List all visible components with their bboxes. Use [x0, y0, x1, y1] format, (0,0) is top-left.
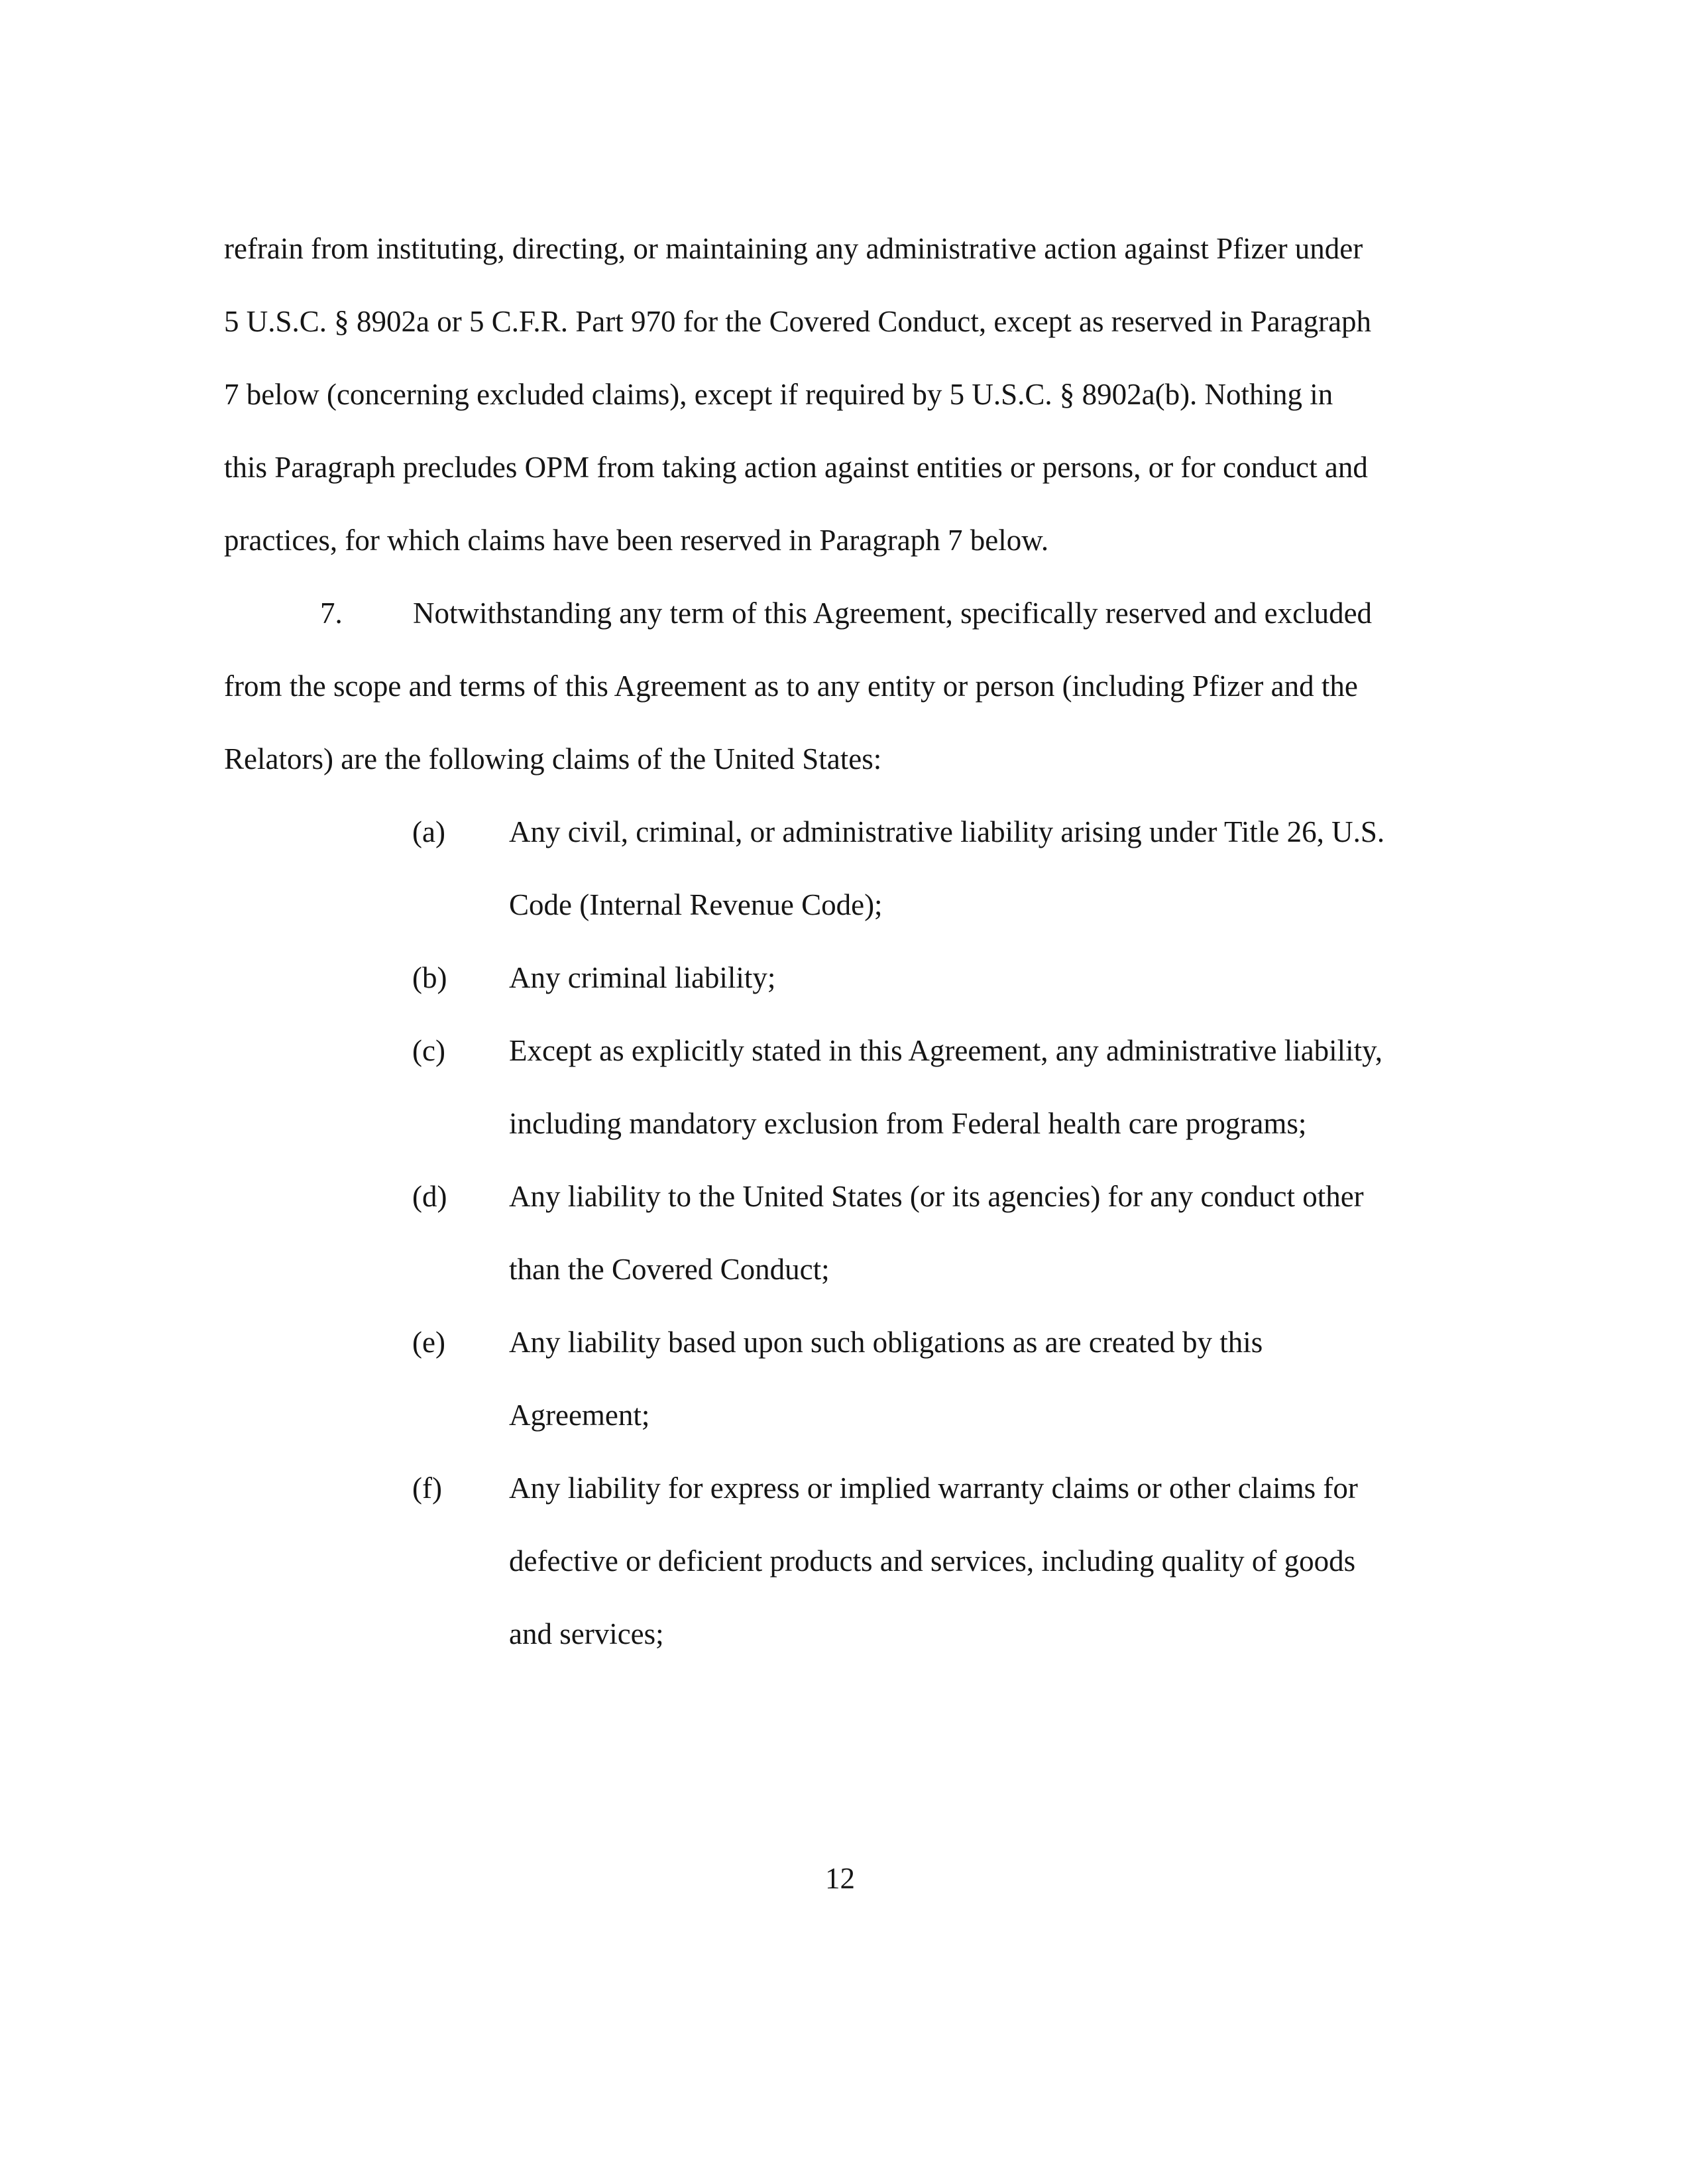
body-text-line: from the scope and terms of this Agreement as to any entity or person (including Pfizer and the [224, 669, 1358, 703]
page-number: 12 [825, 1862, 855, 1895]
list-item-text: Except as explicitly stated in this Agreement, any administrative liability, [509, 1034, 1383, 1067]
list-item-text: Any liability to the United States (or its agencies) for any conduct other [509, 1180, 1364, 1213]
paragraph-number: 7. [320, 597, 343, 630]
list-item-text: including mandatory exclusion from Federal health care programs; [509, 1107, 1307, 1140]
list-item-text: Any civil, criminal, or administrative liability arising under Title 26, U.S. [509, 815, 1385, 848]
list-item-text: than the Covered Conduct; [509, 1253, 830, 1286]
list-item-text: Any liability based upon such obligations as are created by this [509, 1326, 1263, 1359]
list-item-label: (c) [412, 1034, 445, 1067]
body-text-line: 5 U.S.C. § 8902a or 5 C.F.R. Part 970 for the Covered Conduct, except as reserved in Paragraph [224, 305, 1372, 338]
list-item-text: Agreement; [509, 1399, 650, 1432]
list-item-label: (f) [412, 1471, 442, 1505]
list-item-label: (b) [412, 961, 447, 994]
body-text-line: refrain from instituting, directing, or maintaining any administrative action against Pfizer under [224, 232, 1363, 265]
list-item-text: defective or deficient products and services, including quality of goods [509, 1544, 1356, 1578]
list-item-text: Any criminal liability; [509, 961, 776, 994]
list-item-label: (e) [412, 1326, 445, 1359]
body-text-line: 7 below (concerning excluded claims), except if required by 5 U.S.C. § 8902a(b). Nothing in [224, 378, 1333, 411]
list-item-label: (a) [412, 815, 445, 848]
list-item-text: Any liability for express or implied warranty claims or other claims for [509, 1471, 1358, 1505]
list-item-label: (d) [412, 1180, 447, 1213]
list-item-text: and services; [509, 1617, 664, 1650]
body-text-line: Notwithstanding any term of this Agreement, specifically reserved and excluded [413, 597, 1373, 630]
body-text-line: Relators) are the following claims of the United States: [224, 742, 882, 776]
body-text-line: this Paragraph precludes OPM from taking action against entities or persons, or for conduct and [224, 451, 1368, 484]
body-text-line: practices, for which claims have been reserved in Paragraph 7 below. [224, 524, 1049, 557]
list-item-text: Code (Internal Revenue Code); [509, 888, 883, 921]
